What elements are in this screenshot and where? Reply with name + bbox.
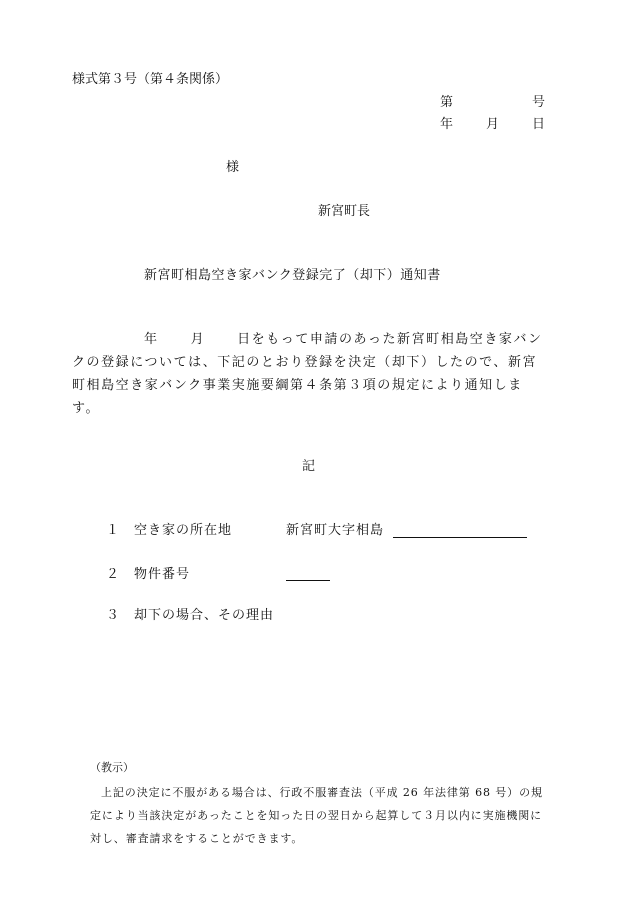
item-2-label: 物件番号 <box>134 567 191 582</box>
ki-heading: 記 <box>302 459 316 474</box>
item-3-label: 却下の場合、その理由 <box>134 608 275 623</box>
body-month: 月 <box>190 332 206 347</box>
item-1-number: １ <box>106 523 120 538</box>
date-day-label: 日 <box>532 117 546 132</box>
document-title: 新宮町相島空き家バンク登録完了（却下）通知書 <box>144 268 441 283</box>
notice-text: 上記の決定に不服がある場合は、行政不服審査法（平成 26 年法律第 68 号）の規定により当該決定があったことを知った日の翌日から起算して３月以内に実施機関に対し、審査請求をすることができます。 <box>90 786 543 845</box>
body-paragraph <box>72 328 548 420</box>
item-1-label: 空き家の所在地 <box>134 523 233 538</box>
item-1-blank-line <box>393 537 527 538</box>
item-2-blank-line <box>286 580 330 581</box>
body-year: 年 <box>144 332 159 347</box>
item-3-number: ３ <box>106 608 120 623</box>
date-year-label: 年 <box>440 117 454 132</box>
item-1-value: 新宮町大字相島 <box>286 523 385 538</box>
number-suffix: 号 <box>532 95 546 110</box>
item-2-number: ２ <box>106 567 120 582</box>
date-month-label: 月 <box>486 117 500 132</box>
form-number: 様式第３号（第４条関係） <box>72 72 229 87</box>
body-text: 日をもって申請のあった新宮町相島空き家バンクの登録については、下記のとおり登録を決定（却下）したので、新宮町相島空き家バンク事業実施要綱第４条第３項の規定により通知します。 <box>72 332 543 416</box>
issuer-title: 新宮町長 <box>318 204 371 219</box>
addressee-honorific: 様 <box>226 160 240 175</box>
notice-heading: （教示） <box>90 761 134 774</box>
number-prefix: 第 <box>440 95 454 110</box>
